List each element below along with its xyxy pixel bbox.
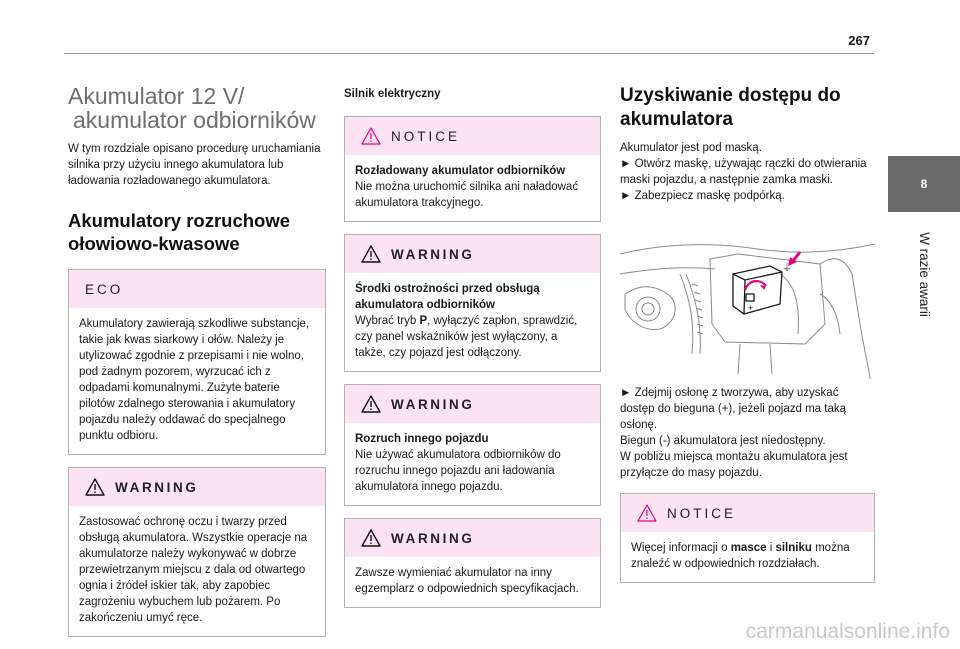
chapter-label-text: W razie awarii bbox=[916, 231, 932, 317]
warning-box-header bbox=[345, 235, 600, 273]
page-number: 267 bbox=[848, 33, 870, 48]
link-bonnet: masce bbox=[730, 542, 767, 554]
notice-text-part: Więcej informacji o bbox=[631, 542, 731, 554]
warning-box-header bbox=[345, 519, 600, 557]
battery-diagram bbox=[620, 214, 875, 379]
warning-box-replace bbox=[344, 518, 601, 608]
warning-box-header bbox=[345, 385, 600, 423]
eco-box-text: Akumulatory zawierają szkodliwe substancje, takie jak kwas siarkowy i ołów. Należy je utylizować zgodnie z przepisami i nie wolno, pod żadnym pozorem, wyrzucać ich z odpadami komunalnymi. Zużyte baterie pilotów zdalnego sterowania i akumulatory pojazdu należy oddawać do specjalnego punktu odbioru. bbox=[79, 318, 310, 442]
header-rule bbox=[64, 53, 874, 54]
intro-text: W tym rozdziale opisano procedurę uruchamiania silnika przy użyciu innego akumulatora lub ładowania rozładowanego akumulatora. bbox=[68, 143, 321, 187]
warning-box-safety bbox=[68, 467, 326, 637]
notice-text-part: można znaleźć w odpowiednich rozdziałach. bbox=[631, 542, 850, 570]
warning-text-part: Wybrać tryb bbox=[355, 315, 420, 327]
text-battery-location: Akumulator jest pod maską. bbox=[620, 142, 762, 154]
step-open-bonnet: ► Otwórz maskę, używając rączki do otwierania maski pojazdu, a następnie zamka maski. bbox=[620, 158, 867, 186]
chapter-tab[interactable] bbox=[888, 156, 960, 212]
warning-triangle-icon bbox=[85, 478, 105, 496]
notice-box-header bbox=[345, 117, 600, 155]
chapter-number: 8 bbox=[920, 177, 928, 191]
engine-bay-illustration bbox=[620, 214, 875, 379]
warning-label: WARNING bbox=[391, 530, 475, 546]
plus-terminal-label: + bbox=[748, 303, 754, 313]
warning-box-jumpstart bbox=[344, 384, 601, 506]
page-title-line2: akumulator odbiorników bbox=[73, 107, 316, 133]
heading-electric-motor: Silnik elektryczny bbox=[344, 88, 441, 100]
warning-text-part: , wyłączyć zapłon, sprawdzić, czy panel wskaźników jest wyłączony, a także, czy pojazd jest odłączony. bbox=[355, 315, 578, 359]
warning-box-text bbox=[355, 313, 590, 361]
watermark: carmanualsonline.info bbox=[745, 620, 950, 643]
notice-box-header bbox=[621, 494, 874, 532]
mode-p: P bbox=[419, 315, 428, 327]
notice-triangle-icon bbox=[637, 504, 657, 522]
column-middle bbox=[344, 84, 601, 608]
warning-box-text: Nie używać akumulatora odbiorników do rozruchu innego pojazdu ani ładowania akumulatora innego pojazdu. bbox=[355, 449, 561, 493]
text-ground-point: W pobliżu miejsca montażu akumulatora jest przyłącze do masy pojazdu. bbox=[620, 451, 848, 479]
warning-label: WARNING bbox=[391, 246, 475, 262]
section-title-lead-acid: Akumulatory rozruchowe ołowiowo-kwasowe bbox=[68, 210, 291, 254]
eco-box bbox=[68, 269, 326, 455]
notice-text-part: i bbox=[766, 542, 776, 554]
column-left bbox=[68, 84, 326, 637]
warning-box-title: Środki ostrożności przed obsługą akumulatora odbiorników bbox=[355, 283, 540, 311]
column-right bbox=[620, 84, 875, 583]
page-title bbox=[68, 84, 326, 132]
notice-box-text bbox=[621, 532, 874, 582]
warning-label: WARNING bbox=[391, 396, 475, 412]
notice-label: NOTICE bbox=[391, 128, 461, 144]
warning-box-title: Rozruch innego pojazdu bbox=[355, 433, 489, 445]
warning-box-header bbox=[69, 468, 325, 506]
section-title-access: Uzyskiwanie dostępu do akumulatora bbox=[620, 85, 841, 130]
page-title-line1: Akumulator 12 V/ bbox=[68, 83, 245, 109]
notice-box-title: Rozładowany akumulator odbiorników bbox=[355, 165, 566, 177]
link-engine: silniku bbox=[775, 542, 812, 554]
ground-symbol-icon: ⏚ bbox=[782, 263, 792, 274]
notice-triangle-icon bbox=[361, 127, 381, 145]
warning-box-precautions bbox=[344, 234, 601, 372]
warning-triangle-icon bbox=[361, 395, 381, 413]
notice-box-references bbox=[620, 493, 875, 583]
warning-label: WARNING bbox=[115, 479, 199, 495]
eco-box-header bbox=[69, 270, 325, 308]
warning-triangle-icon bbox=[361, 245, 381, 263]
step-remove-cover: ► Zdejmij osłonę z tworzywa, aby uzyskać dostęp do bieguna (+), jeżeli pojazd ma taką osłonę. bbox=[620, 387, 846, 431]
step-secure-bonnet: ► Zabezpiecz maskę podpórką. bbox=[620, 190, 785, 202]
notice-box-discharged bbox=[344, 116, 601, 222]
notice-label: NOTICE bbox=[667, 505, 737, 521]
text-negative-terminal: Biegun (-) akumulatora jest niedostępny. bbox=[620, 435, 826, 447]
warning-box-text: Zastosować ochronę oczu i twarzy przed obsługą akumulatora. Wszystkie operacje na akumulatorze należy wykonywać w dobrze przewietrzanym miejscu z dala od otwartego ognia i źródeł iskier tak, aby zapobiec zagrożeniu wybuchem lub pożarem. Po zakończeniu umyć ręce. bbox=[79, 516, 308, 624]
warning-triangle-icon bbox=[361, 529, 381, 547]
eco-label: ECO bbox=[85, 281, 124, 297]
chapter-label bbox=[888, 214, 960, 334]
notice-box-text: Nie można uruchomić silnika ani naładować akumulatora trakcyjnego. bbox=[355, 181, 579, 209]
warning-box-text: Zawsze wymieniać akumulator na inny egzemplarz o odpowiednich specyfikacjach. bbox=[355, 567, 579, 595]
